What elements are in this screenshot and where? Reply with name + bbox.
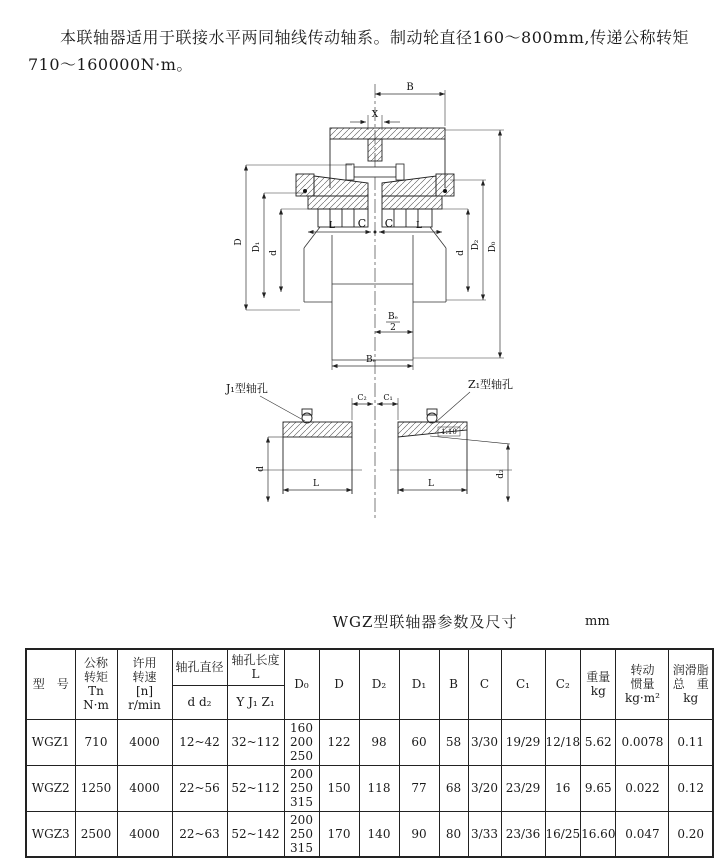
label-C-left: C <box>357 217 367 230</box>
dim-L-lower-left <box>283 479 352 490</box>
cell-speed: 4000 <box>117 765 172 811</box>
label-D: D <box>234 238 244 246</box>
label-C1: C₁ <box>383 393 393 402</box>
leader-Z1-bore <box>436 377 513 422</box>
dim-D0 <box>413 130 504 358</box>
label-X: X <box>371 110 379 120</box>
header-D: D <box>319 649 359 719</box>
dim-d-right <box>432 209 468 292</box>
cell-weight: 9.65 <box>581 765 616 811</box>
cell-D: 150 <box>319 765 359 811</box>
hub-Z1 <box>390 409 512 494</box>
header-model: 型 号 <box>26 649 75 719</box>
cell-torque: 1250 <box>75 765 117 811</box>
header-D0: D₀ <box>284 649 319 719</box>
table-row <box>26 719 713 765</box>
header-bore-length-sub: Y J₁ Z₁ <box>227 685 284 719</box>
table-row <box>26 765 713 811</box>
header-B: B <box>439 649 468 719</box>
cell-model: WGZ3 <box>26 811 75 857</box>
label-L-lower-left: L <box>313 479 319 489</box>
cell-C1: 23/29 <box>501 765 545 811</box>
cell-torque: 2500 <box>75 811 117 857</box>
table-title: WGZ型联轴器参数及尺寸 <box>332 613 518 631</box>
cell-C1: 19/29 <box>501 719 545 765</box>
cell-D2: 118 <box>359 765 399 811</box>
label-L-right: L <box>416 221 422 231</box>
dim-D2 <box>446 180 486 300</box>
cell-B: 68 <box>439 765 468 811</box>
label-Z1-bore: Z₁型轴孔 <box>468 378 514 391</box>
cell-C: 3/30 <box>468 719 501 765</box>
cell-bore-dia: 22~63 <box>172 811 227 857</box>
cell-D: 170 <box>319 811 359 857</box>
cell-grease: 0.20 <box>669 811 713 857</box>
cell-D1: 77 <box>399 765 439 811</box>
cell-B: 80 <box>439 811 468 857</box>
cell-C2: 16 <box>545 765 581 811</box>
header-speed: 许用 转速 [n] r/min <box>117 649 172 719</box>
dim-d2-lower <box>496 444 508 502</box>
label-Be-den: 2 <box>390 323 396 333</box>
cell-D: 122 <box>319 719 359 765</box>
label-Be-num: Bₑ <box>387 312 399 322</box>
label-d-left: d <box>269 250 279 256</box>
label-B: B <box>406 82 414 93</box>
dim-B <box>375 82 445 126</box>
header-C2: C₂ <box>545 649 581 719</box>
cell-weight: 16.60 <box>581 811 616 857</box>
header-grease: 润滑脂 总 重 kg <box>669 649 713 719</box>
header-C: C <box>468 649 501 719</box>
table-row <box>26 811 713 857</box>
header-bore-length: 轴孔长度 L <box>227 649 284 685</box>
header-D1: D₁ <box>399 649 439 719</box>
header-inertia: 转动 惯量 kg·m² <box>616 649 669 719</box>
cell-C1: 23/36 <box>501 811 545 857</box>
label-D1: D₁ <box>252 241 262 253</box>
label-C-right: C <box>384 217 394 230</box>
cell-D2: 140 <box>359 811 399 857</box>
coupling-section-drawing <box>0 70 726 605</box>
label-D2: D₂ <box>471 239 481 251</box>
label-J1-bore: J₁型轴孔 <box>226 382 268 395</box>
header-D2: D₂ <box>359 649 399 719</box>
header-bore-diameter-sub: d d₂ <box>172 685 227 719</box>
dim-Be <box>332 355 413 370</box>
cell-D2: 98 <box>359 719 399 765</box>
label-C2: C₂ <box>357 393 367 402</box>
cell-bore-len: 52~112 <box>227 765 284 811</box>
cell-C2: 16/25 <box>545 811 581 857</box>
cell-C: 3/33 <box>468 811 501 857</box>
cell-C: 3/20 <box>468 765 501 811</box>
cell-grease: 0.12 <box>669 765 713 811</box>
cell-B: 58 <box>439 719 468 765</box>
cell-D1: 90 <box>399 811 439 857</box>
cell-D1: 60 <box>399 719 439 765</box>
label-taper: 1:10 <box>441 428 457 436</box>
cell-inertia: 0.047 <box>616 811 669 857</box>
label-L-left: L <box>329 221 335 231</box>
cell-torque: 710 <box>75 719 117 765</box>
intro-paragraph: 本联轴器适用于联接水平两同轴线传动轴系。制动轮直径160～800mm,传递公称转矩710～160000N·m。 <box>28 28 690 74</box>
cell-D0: 160 200 250 <box>284 719 319 765</box>
header-torque: 公称 转矩 Tn N·m <box>75 649 117 719</box>
cell-bore-len: 52~142 <box>227 811 284 857</box>
cell-inertia: 0.022 <box>616 765 669 811</box>
dim-Be-half <box>375 312 413 333</box>
cell-bore-dia: 22~56 <box>172 765 227 811</box>
leader-J1-bore <box>225 381 305 421</box>
cell-bore-len: 32~112 <box>227 719 284 765</box>
cell-grease: 0.11 <box>669 719 713 765</box>
cell-model: WGZ1 <box>26 719 75 765</box>
cell-weight: 5.62 <box>581 719 616 765</box>
cell-D0: 200 250 315 <box>284 811 319 857</box>
cell-bore-dia: 12~42 <box>172 719 227 765</box>
dim-L-lower-right <box>398 479 467 490</box>
label-d2: d₂ <box>496 469 506 479</box>
header-weight: 重量 kg <box>581 649 616 719</box>
label-d-lower: d <box>256 466 266 472</box>
dim-d-left <box>269 209 316 292</box>
dim-d-lower <box>256 437 283 502</box>
hub-J1 <box>258 409 362 494</box>
label-Be: Bₑ <box>365 355 377 365</box>
header-bore-diameter: 轴孔直径 <box>172 649 227 685</box>
label-L-lower-right: L <box>428 479 434 489</box>
cell-inertia: 0.0078 <box>616 719 669 765</box>
cell-model: WGZ2 <box>26 765 75 811</box>
label-D0: D₀ <box>488 241 498 253</box>
cell-speed: 4000 <box>117 811 172 857</box>
cell-D0: 200 250 315 <box>284 765 319 811</box>
table-unit: mm <box>585 614 610 629</box>
header-C1: C₁ <box>501 649 545 719</box>
parameter-table <box>25 648 714 858</box>
cell-C2: 12/18 <box>545 719 581 765</box>
label-d-right: d <box>456 250 466 256</box>
cell-speed: 4000 <box>117 719 172 765</box>
